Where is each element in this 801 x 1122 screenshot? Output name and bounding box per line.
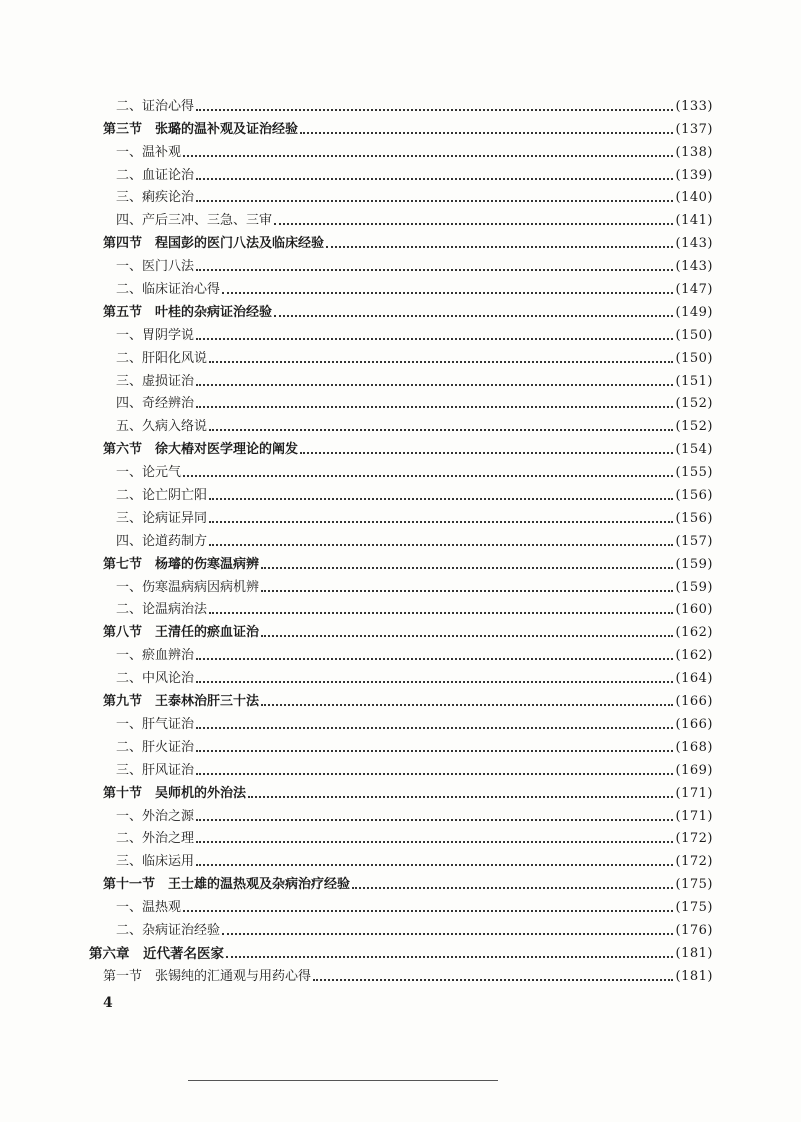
dot-leader — [196, 841, 673, 843]
toc-entry — [103, 161, 713, 184]
dot-leader — [274, 223, 673, 225]
dot-leader — [196, 178, 673, 180]
toc-entry-title: 一、肝气证治 — [116, 716, 195, 732]
toc-entry — [103, 641, 713, 664]
toc-entry-title: 四、奇经辨治 — [116, 396, 195, 412]
toc-entry — [103, 229, 713, 252]
toc-entry-page: (160) — [675, 602, 713, 618]
toc-entry-title: 一、胃阴学说 — [116, 327, 195, 343]
toc-entry — [103, 412, 713, 435]
toc-entry-title: 一、医门八法 — [116, 259, 195, 275]
dot-leader — [196, 727, 673, 729]
dot-leader — [300, 132, 673, 134]
toc-entry-page: (181) — [675, 945, 713, 961]
dot-leader — [261, 590, 673, 592]
toc-entry-page: (168) — [675, 739, 713, 755]
toc-entry — [103, 321, 713, 344]
toc-entry — [103, 527, 713, 550]
toc-entry — [103, 802, 713, 825]
dot-leader — [352, 887, 673, 889]
toc-entry-title: 二、血证论治 — [116, 167, 195, 183]
toc-entry — [103, 916, 713, 939]
toc-entry-page: (175) — [675, 900, 713, 916]
dot-leader — [300, 452, 673, 454]
toc-entry-title: 三、虚损证治 — [116, 373, 195, 389]
dot-leader — [183, 155, 673, 157]
toc-entry-page: (139) — [675, 167, 713, 183]
toc-entry — [103, 893, 713, 916]
toc-entry-page: (181) — [675, 968, 713, 984]
toc-entry-title: 第八节 王清任的瘀血证治 — [103, 625, 260, 641]
toc-entry — [103, 458, 713, 481]
toc-entry-title: 第三节 张璐的温补观及证治经验 — [103, 121, 299, 137]
dot-leader — [222, 933, 673, 935]
toc-entry-title: 一、温补观 — [116, 144, 182, 160]
toc-entry-title: 四、论道药制方 — [116, 533, 208, 549]
toc-entry-page: (138) — [675, 144, 713, 160]
toc-entry-page: (154) — [675, 442, 713, 458]
dot-leader — [196, 658, 673, 660]
toc-entry-page: (172) — [675, 831, 713, 847]
toc-entry-title: 一、伤寒温病病因病机辨 — [116, 579, 260, 595]
dot-leader — [196, 773, 673, 775]
toc-entry-page: (143) — [675, 236, 713, 252]
toc-entry — [103, 435, 713, 458]
toc-entry — [103, 664, 713, 687]
toc-entry — [103, 390, 713, 413]
footer-rule — [188, 1080, 498, 1081]
toc-entry-title: 二、论温病治法 — [116, 602, 208, 618]
dot-leader — [196, 406, 673, 408]
toc-entry-title: 一、外治之源 — [116, 808, 195, 824]
toc-entry-title: 第十一节 王士雄的温热观及杂病治疗经验 — [103, 877, 351, 893]
toc-entry-page: (155) — [675, 465, 713, 481]
toc-entry-title: 二、肝阳化风说 — [116, 350, 208, 366]
dot-leader — [209, 521, 673, 523]
toc-entry-page: (169) — [675, 762, 713, 778]
toc-entry-page: (156) — [675, 510, 713, 526]
toc-entry-title: 五、久病入络说 — [116, 419, 208, 435]
dot-leader — [226, 956, 673, 958]
toc-entry-title: 三、痢疾论治 — [116, 190, 195, 206]
toc-entry — [103, 756, 713, 779]
toc-entry-title: 二、临床证治心得 — [116, 282, 221, 298]
toc-entry-page: (151) — [675, 373, 713, 389]
toc-entry — [103, 573, 713, 596]
dot-leader — [248, 796, 673, 798]
toc-entry — [103, 870, 713, 893]
dot-leader — [326, 246, 673, 248]
toc-entry-page: (152) — [675, 396, 713, 412]
toc-entry — [103, 206, 713, 229]
dot-leader — [261, 704, 673, 706]
toc-entry-page: (147) — [675, 282, 713, 298]
toc-entry-page: (162) — [675, 625, 713, 641]
dot-leader — [196, 819, 673, 821]
toc-entry-title: 二、杂病证治经验 — [116, 922, 221, 938]
toc-entry-title: 第六章 近代著名医家 — [89, 945, 224, 962]
toc-entry-title: 一、瘀血辨治 — [116, 648, 195, 664]
dot-leader — [209, 544, 673, 546]
toc-entry-page: (172) — [675, 854, 713, 870]
toc-entry-page: (133) — [675, 98, 713, 114]
toc-entry-page: (159) — [675, 579, 713, 595]
toc-entry — [103, 184, 713, 207]
dot-leader — [209, 498, 673, 500]
toc-entry-page: (143) — [675, 259, 713, 275]
dot-leader — [196, 750, 673, 752]
toc-entry — [103, 779, 713, 802]
toc-entry — [103, 138, 713, 161]
toc-entry — [103, 504, 713, 527]
toc-entry — [103, 710, 713, 733]
toc-entry — [103, 825, 713, 848]
toc-entry-title: 第四节 程国彭的医门八法及临床经验 — [103, 236, 325, 252]
toc-entry-title: 第十节 吴师机的外治法 — [103, 785, 247, 801]
toc-entry — [103, 344, 713, 367]
dot-leader — [261, 635, 673, 637]
toc-entry — [103, 596, 713, 619]
toc-entry-page: (166) — [675, 694, 713, 710]
toc-entry-page: (141) — [675, 213, 713, 229]
toc-entry-page: (152) — [675, 419, 713, 435]
toc-entry-title: 二、证治心得 — [116, 98, 195, 114]
dot-leader — [196, 384, 673, 386]
toc-entry — [103, 252, 713, 275]
toc-entry-title: 第七节 杨璿的伤寒温病辨 — [103, 556, 260, 572]
dot-leader — [196, 338, 673, 340]
toc-entry-page: (156) — [675, 488, 713, 504]
dot-leader — [222, 292, 673, 294]
toc-entry — [103, 275, 713, 298]
toc-entry-page: (162) — [675, 648, 713, 664]
toc-entry — [103, 92, 713, 115]
dot-leader — [274, 315, 673, 317]
toc-entry-title: 一、温热观 — [116, 900, 182, 916]
dot-leader — [196, 200, 673, 202]
toc-entry-title: 三、论病证异同 — [116, 510, 208, 526]
toc-entry-page: (149) — [675, 304, 713, 320]
dot-leader — [209, 361, 673, 363]
toc-entry — [89, 939, 713, 962]
dot-leader — [209, 612, 673, 614]
toc-entry-title: 第九节 王泰林治肝三十法 — [103, 694, 260, 710]
toc-entry-page: (157) — [675, 533, 713, 549]
toc-entry-page: (171) — [675, 808, 713, 824]
toc-entry-title: 一、论元气 — [116, 465, 182, 481]
toc-entry-page: (140) — [675, 190, 713, 206]
toc-entry — [103, 733, 713, 756]
toc-entry-title: 四、产后三冲、三急、三审 — [116, 213, 273, 229]
toc-entry-page: (171) — [675, 785, 713, 801]
toc-entry-title: 二、中风论治 — [116, 671, 195, 687]
toc-entry-title: 第五节 叶桂的杂病证治经验 — [103, 304, 273, 320]
toc-entry-page: (164) — [675, 671, 713, 687]
dot-leader — [209, 429, 673, 431]
toc-entry — [103, 298, 713, 321]
dot-leader — [196, 109, 673, 111]
toc-entry — [103, 687, 713, 710]
table-of-contents — [89, 92, 713, 985]
dot-leader — [183, 475, 673, 477]
toc-entry — [103, 962, 713, 985]
toc-entry — [103, 367, 713, 390]
toc-entry-title: 三、临床运用 — [116, 854, 195, 870]
page-number: 4 — [103, 995, 113, 1011]
toc-entry-title: 第一节 张锡纯的汇通观与用药心得 — [103, 968, 312, 984]
toc-entry-title: 二、论亡阴亡阳 — [116, 488, 208, 504]
toc-entry-page: (137) — [675, 121, 713, 137]
toc-entry-page: (159) — [675, 556, 713, 572]
toc-entry — [103, 115, 713, 138]
toc-entry — [103, 618, 713, 641]
toc-entry-page: (150) — [675, 327, 713, 343]
toc-entry-page: (166) — [675, 716, 713, 732]
toc-entry-title: 二、外治之理 — [116, 831, 195, 847]
toc-entry-title: 第六节 徐大椿对医学理论的阐发 — [103, 442, 299, 458]
dot-leader — [183, 910, 673, 912]
toc-entry — [103, 847, 713, 870]
dot-leader — [196, 864, 673, 866]
toc-entry-page: (175) — [675, 877, 713, 893]
toc-entry-page: (176) — [675, 922, 713, 938]
toc-entry-page: (150) — [675, 350, 713, 366]
toc-entry-title: 三、肝风证治 — [116, 762, 195, 778]
toc-entry — [103, 481, 713, 504]
toc-entry-title: 二、肝火证治 — [116, 739, 195, 755]
dot-leader — [261, 567, 673, 569]
dot-leader — [196, 681, 673, 683]
toc-entry — [103, 550, 713, 573]
dot-leader — [313, 979, 673, 981]
dot-leader — [196, 269, 673, 271]
